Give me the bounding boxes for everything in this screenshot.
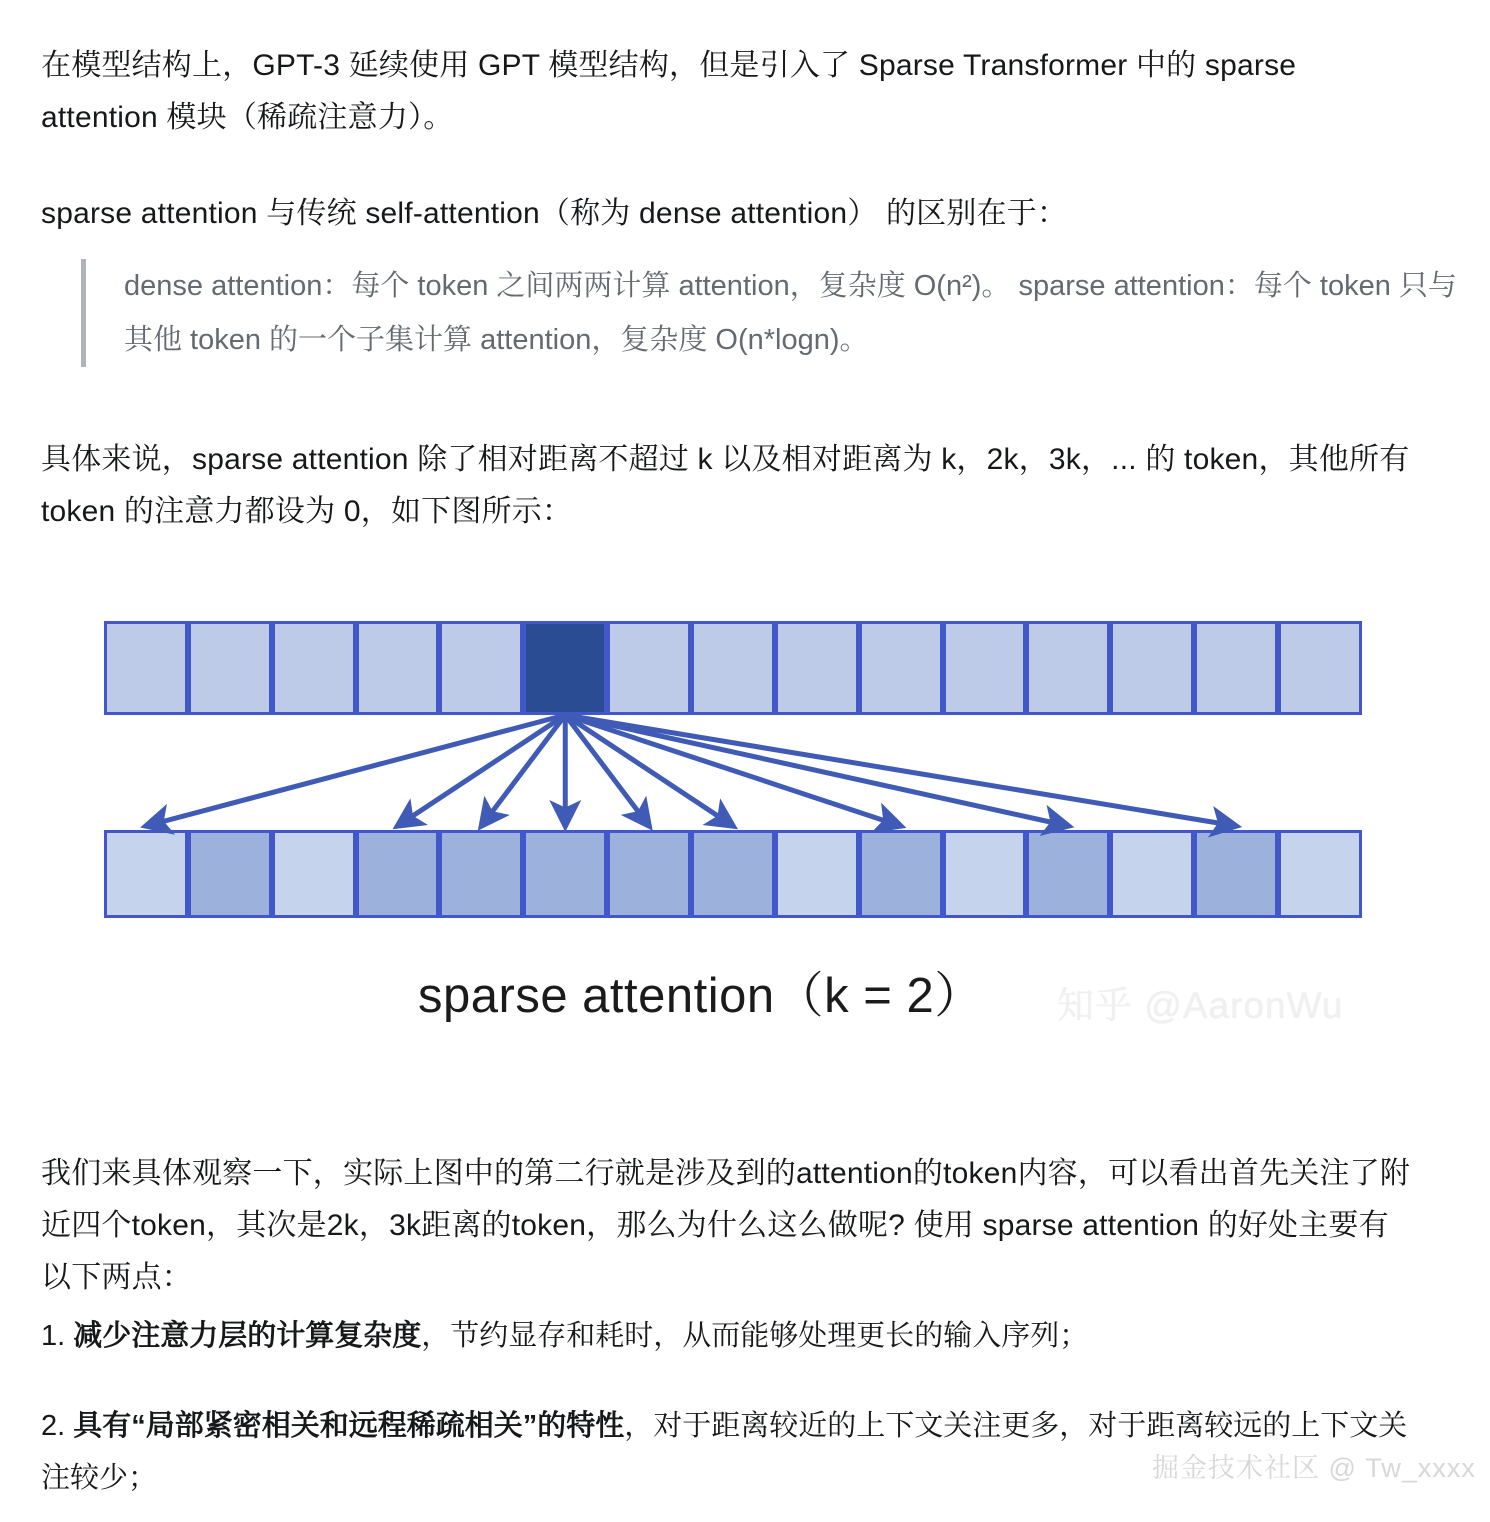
token-top-cell: [859, 624, 943, 712]
list-item-rest: ，对于距离较近的上下文关注更多，对于距离较远的上下文关注较少；: [41, 1410, 1408, 1494]
token-bottom-cell: [943, 833, 1027, 915]
token-bottom-cell: [523, 833, 607, 915]
token-top-cell: [1026, 624, 1110, 712]
token-row-bottom: [104, 830, 1362, 918]
token-bottom-cell: [1110, 833, 1194, 915]
attention-arrow: [398, 715, 566, 826]
list-item-bold: 具有“局部紧密相关和远程稀疏相关”的特性: [73, 1410, 625, 1442]
token-bottom-cell: [439, 833, 523, 915]
token-bottom-cell: [188, 833, 272, 915]
token-bottom-cell: [691, 833, 775, 915]
token-top-cell: [523, 624, 607, 712]
attention-arrow: [146, 715, 565, 826]
token-top-cell: [691, 624, 775, 712]
token-bottom-cell: [607, 833, 691, 915]
token-top-cell: [775, 624, 859, 712]
list-item-number: 2.: [41, 1410, 74, 1442]
list-item-number: 1.: [41, 1320, 74, 1352]
attention-arrow: [565, 715, 900, 826]
blockquote-attention-definition: [81, 259, 1471, 367]
token-top-cell: [1278, 624, 1359, 712]
token-top-cell: [188, 624, 272, 712]
figure-canvas: [0, 545, 1490, 1065]
token-bottom-cell: [1278, 833, 1359, 915]
paragraph-model-structure: 在模型结构上，GPT-3 延续使用 GPT 模型结构，但是引入了 Sparse Transformer 中的 sparse attention 模块（稀疏注意力）。: [41, 49, 1297, 134]
attention-arrow: [565, 715, 733, 826]
list-item-bold: 减少注意力层的计算复杂度: [73, 1320, 422, 1352]
token-bottom-cell: [1026, 833, 1110, 915]
token-top-cell: [607, 624, 691, 712]
paragraph-sparse-detail: 具体来说，sparse attention 除了相对距离不超过 k 以及相对距离为 k，2k，3k，... 的 token，其他所有 token 的注意力都设为 0，如下图所示：: [41, 443, 1410, 528]
token-top-cell: [1110, 624, 1194, 712]
token-row-top: [104, 621, 1362, 715]
token-top-cell: [107, 624, 188, 712]
list-item: [41, 1310, 1421, 1362]
token-bottom-cell: [107, 833, 188, 915]
token-bottom-cell: [1194, 833, 1278, 915]
list-item-rest: ，节约显存和耗时，从而能够处理更长的输入序列；: [421, 1320, 1089, 1352]
juejin-watermark: 掘金技术社区 @ Tw_xxxx: [1152, 1453, 1476, 1483]
figure-caption: sparse attention（k = 2）: [418, 969, 984, 1023]
token-top-cell: [1194, 624, 1278, 712]
sparse-attention-figure: [0, 545, 1490, 1065]
token-top-cell: [943, 624, 1027, 712]
paragraph-sparse-vs-dense: sparse attention 与传统 self-attention（称为 dense attention） 的区别在于：: [41, 197, 1068, 230]
token-top-cell: [272, 624, 356, 712]
attention-arrow: [481, 715, 565, 826]
attention-arrow: [565, 715, 649, 826]
token-bottom-cell: [775, 833, 859, 915]
attention-arrow: [565, 715, 1236, 826]
token-top-cell: [356, 624, 440, 712]
token-bottom-cell: [859, 833, 943, 915]
token-top-cell: [439, 624, 523, 712]
token-bottom-cell: [356, 833, 440, 915]
zhihu-watermark: 知乎 @AaronWu: [1057, 985, 1344, 1026]
attention-arrow: [565, 715, 1068, 826]
paragraph-observation: 我们来具体观察一下，实际上图中的第二行就是涉及到的attention的token内容，可以看出首先关注了附近四个token，其次是2k，3k距离的token，那么为什么这么做呢? 使用 sparse attention 的好处主要有以下两点：: [41, 1157, 1411, 1294]
token-bottom-cell: [272, 833, 356, 915]
blockquote-text: dense attention：每个 token 之间两两计算 attention，复杂度 O(n²)。 sparse attention：每个 token 只与其他 token 的一个子集计算 attention，复杂度 O(n*logn)。: [124, 270, 1457, 356]
